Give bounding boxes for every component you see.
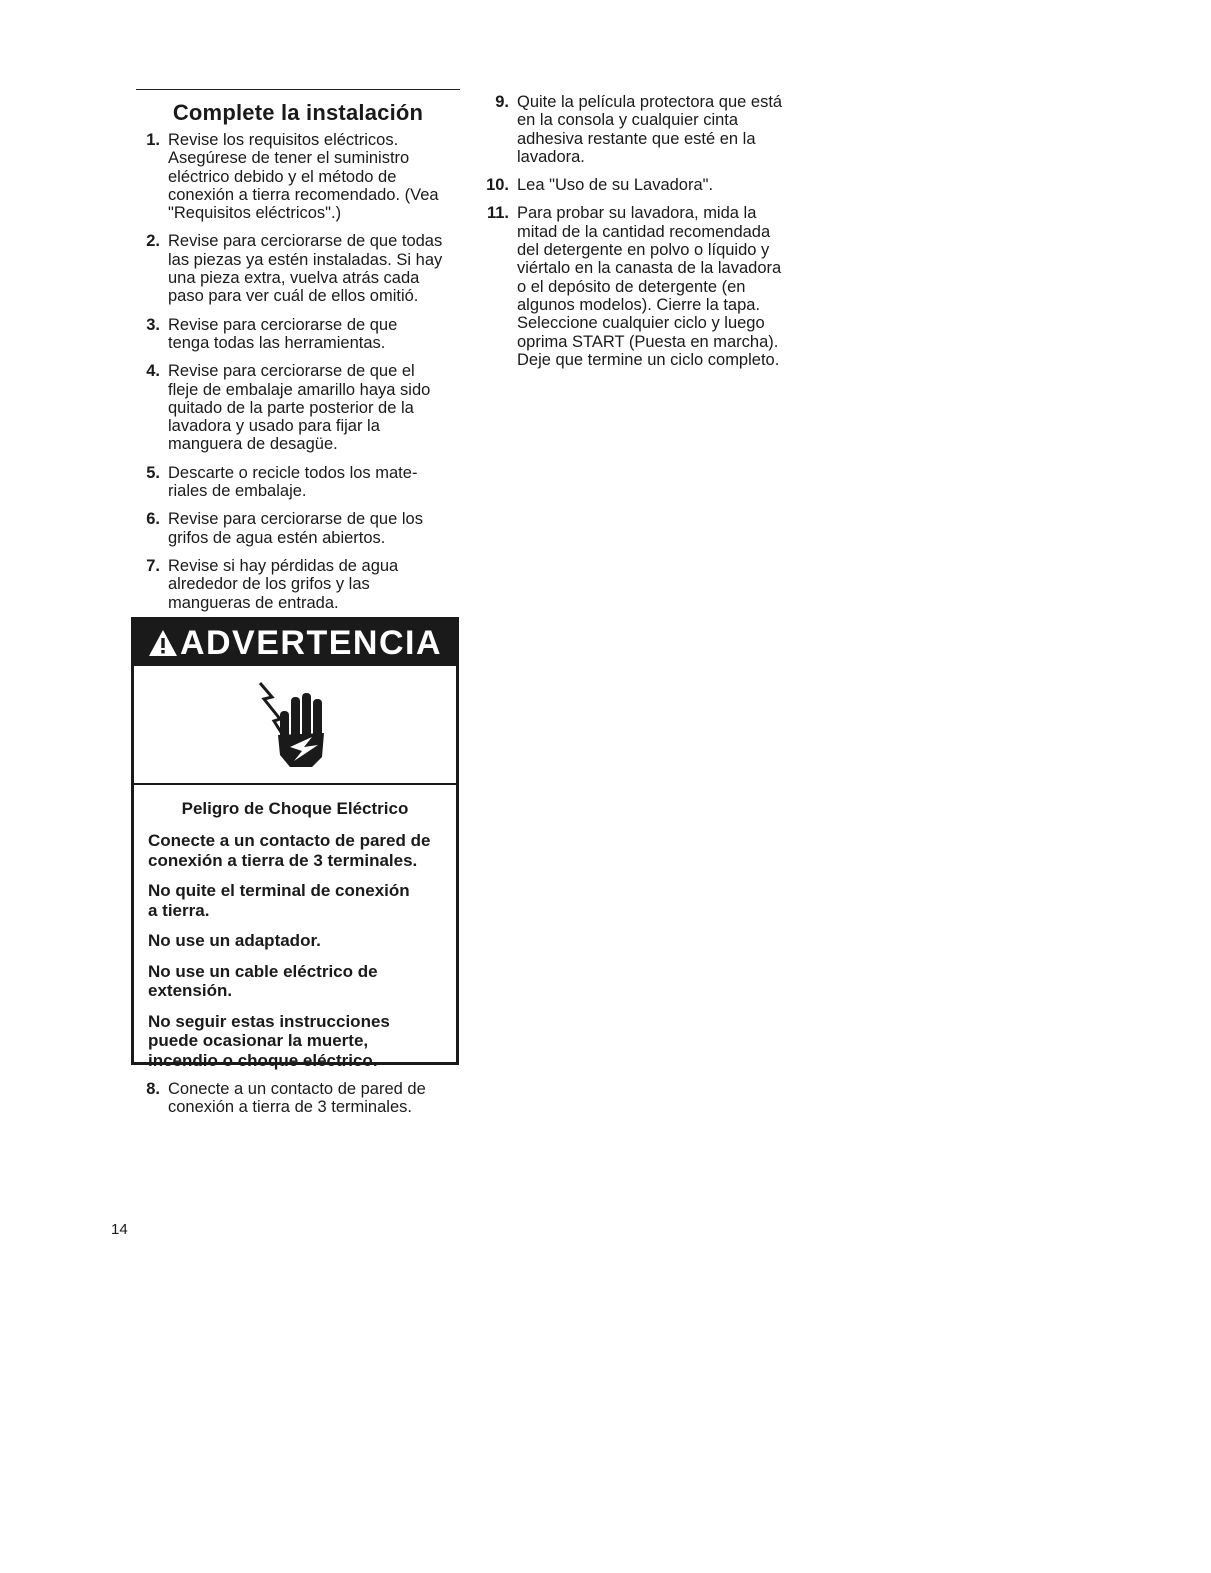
- step-7: [134, 557, 466, 612]
- step-text: Para probar su lavadora, mida la mitad de la cantidad recomendada del detergente en polvo o líquido y viértalo en la canasta de la lavadora o el depósito de detergente (en algunos modelos). Cierre la tapa. Seleccione cualquier ciclo y luego oprima START (Puesta en marcha). Deje que termine un ciclo completo.: [517, 204, 782, 369]
- step-10: [483, 176, 823, 194]
- step-number: 10.: [486, 176, 509, 195]
- step-4: [134, 362, 466, 453]
- step-text: Revise si hay pérdidas de agua alrededor de los grifos y las mangueras de entrada.: [168, 556, 399, 612]
- step-number: 9.: [495, 93, 509, 111]
- step-text: Lea "Uso de su Lavadora".: [517, 176, 714, 195]
- warning-line: Conecte a un contacto de pared de conexión a tierra de 3 terminales.: [148, 831, 431, 870]
- warning-icon-area: [134, 666, 456, 785]
- warning-box: [131, 617, 459, 1070]
- step-number: 1.: [146, 131, 160, 149]
- step-11: [483, 204, 823, 369]
- warning-line: No quite el terminal de conexión a tierra.: [148, 881, 410, 920]
- warning-line: No seguir estas instrucciones puede ocasionar la muerte, incendio o choque eléctrico.: [148, 1011, 390, 1070]
- step-number: 4.: [146, 362, 160, 381]
- step-number: 2.: [146, 232, 160, 251]
- step-text: Revise para cerciorarse de que todas las piezas ya estén instaladas. Si hay una pieza extra, vuelva atrás cada paso para ver cuál de ellos omitió.: [168, 232, 443, 306]
- step-number: 8.: [146, 1080, 160, 1098]
- step-text: Revise los requisitos eléctricos. Asegúrese de tener el suministro eléctrico debido y el método de conexión a tierra recomendado. (Vea "Requisitos eléctricos".): [168, 131, 439, 223]
- step-number: 3.: [146, 315, 160, 334]
- step-1: [134, 131, 466, 222]
- step-number: 7.: [146, 556, 160, 575]
- section-title: Complete la instalación: [172, 100, 424, 125]
- step-text: Revise para cerciorarse de que el fleje de embalaje amarillo haya sido quitado de la parte posterior de la lavadora y usado para fijar la manguera de desagüe.: [168, 362, 431, 454]
- steps-left-column: [134, 131, 466, 622]
- page-number: 14: [111, 1221, 128, 1238]
- step-number: 11.: [486, 204, 509, 223]
- warning-body: [134, 785, 456, 1070]
- warning-header: [134, 620, 456, 666]
- steps-right-column: [483, 93, 823, 379]
- step-text: Quite la película protectora que está en la consola y cualquier cinta adhesiva restante que esté en la lavadora.: [517, 93, 783, 166]
- step-6: [134, 510, 466, 547]
- step-3: [134, 316, 466, 353]
- electric-shock-hand-icon: [250, 675, 340, 775]
- step-5: [134, 464, 466, 501]
- warning-line: No use un cable eléctrico de extensión.: [148, 961, 378, 1000]
- step-8: [134, 1080, 466, 1117]
- step-text: Conecte a un contacto de pared de conexión a tierra de 3 terminales.: [168, 1080, 426, 1117]
- step-text: Revise para cerciorarse de que los grifos de agua estén abiertos.: [168, 510, 423, 547]
- step-text: Descarte o recicle todos los mate- riales de embalaje.: [168, 463, 418, 501]
- step-number: 5.: [146, 463, 160, 482]
- warning-header-text: ADVERTENCIA: [179, 623, 443, 662]
- warning-triangle-icon: [148, 629, 178, 657]
- step-2: [134, 232, 466, 305]
- step-number: 6.: [146, 510, 160, 529]
- warning-line: No use un adaptador.: [148, 931, 321, 950]
- step-text: Revise para cerciorarse de que tenga todas las herramientas.: [168, 315, 398, 352]
- section-top-rule: [136, 89, 460, 90]
- warning-subtitle: Peligro de Choque Eléctrico: [181, 799, 409, 818]
- step-9: [483, 93, 823, 166]
